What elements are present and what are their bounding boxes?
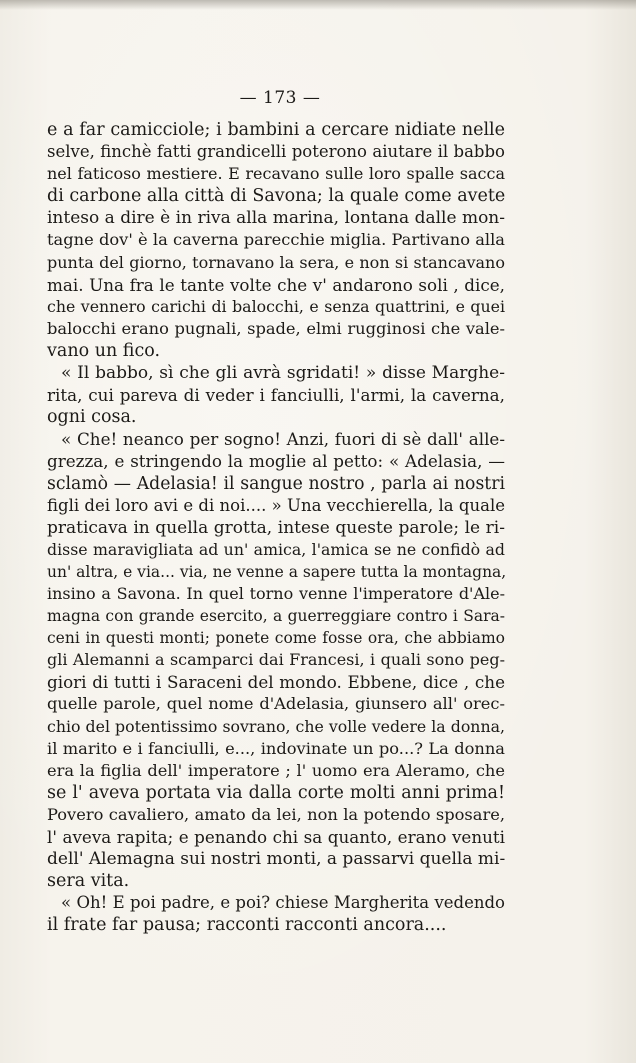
text-line: nel faticoso mestiere. E recavano sulle loro spalle sacca bbox=[47, 164, 505, 184]
page-number: — 173 — bbox=[239, 88, 321, 108]
text-line: rita, cui pareva di veder i fanciulli, l'armi, la caverna, bbox=[47, 385, 505, 406]
text-line: « Che! neanco per sogno! Anzi, fuori di sè dall' alle- bbox=[61, 429, 505, 450]
text-line: di carbone alla città di Savona; la quale come avete bbox=[47, 186, 506, 207]
text-line: se l' aveva portata via dalla corte molti anni prima! bbox=[47, 782, 505, 803]
text-line: chio del potentissimo sovrano, che volle vedere la donna, bbox=[47, 716, 505, 736]
text-line: quelle parole, quel nome d'Adelasia, giunsero all' orec- bbox=[47, 694, 505, 714]
body-text bbox=[47, 119, 505, 936]
text-line: ceni in questi monti; ponete come fosse ora, che abbiamo bbox=[47, 629, 505, 648]
text-line: Povero cavaliero, amato da lei, non la potendo sposare, bbox=[47, 804, 505, 824]
text-line: sera vita. bbox=[47, 871, 130, 892]
text-line: che vennero carichi di balocchi, e senza quattrini, e quei bbox=[47, 296, 505, 316]
text-line: il marito e i fanciulli, e..., indovinate un po...? La donna bbox=[47, 738, 505, 758]
page-edge-shadow bbox=[0, 0, 636, 10]
text-line: gli Alemanni a scamparci dai Francesi, i quali sono peg- bbox=[47, 650, 505, 670]
text-line: mai. Una fra le tante volte che v' andarono soli , dice, bbox=[47, 274, 505, 295]
text-line: inteso a dire è in riva alla marina, lontana dalle mon- bbox=[47, 208, 505, 229]
text-line: « Il babbo, sì che gli avrà sgridati! » disse Marghe- bbox=[61, 363, 505, 384]
text-line: balocchi erano pugnali, spade, elmi rugginosi che vale- bbox=[47, 318, 505, 338]
text-line: era la figlia dell' imperatore ; l' uomo era Aleramo, che bbox=[47, 760, 505, 780]
text-line: disse maravigliata ad un' amica, l'amica se ne confidò ad bbox=[47, 539, 505, 559]
text-line: magna con grande esercito, a guerreggiare contro i Sara- bbox=[47, 607, 505, 626]
text-line: « Oh! E poi padre, e poi? chiese Margherita vedendo bbox=[61, 893, 505, 913]
text-line: un' altra, e via... via, ne venne a sapere tutta la montagna, bbox=[47, 562, 507, 581]
text-line: giori di tutti i Saraceni del mondo. Ebbene, dice , che bbox=[47, 672, 505, 693]
text-line: grezza, e stringendo la moglie al petto: « Adelasia, — bbox=[47, 451, 505, 472]
text-line: il frate far pausa; racconti racconti ancora.... bbox=[47, 915, 447, 936]
text-line: figli dei loro avi e di noi.... » Una vecchierella, la quale bbox=[47, 495, 505, 515]
text-line: sclamò — Adelasia! il sangue nostro , parla ai nostri bbox=[47, 473, 505, 494]
text-line: selve, finchè fatti grandicelli poterono aiutare il babbo bbox=[47, 142, 505, 162]
text-line: l' aveva rapita; e penando chi sa quanto, erano venuti bbox=[47, 827, 505, 847]
text-line: punta del giorno, tornavano la sera, e non si stancavano bbox=[47, 252, 505, 272]
text-line: vano un fico. bbox=[47, 340, 161, 361]
text-line: insino a Savona. In quel torno venne l'imperatore d'Ale- bbox=[47, 583, 505, 603]
text-line: ogni cosa. bbox=[47, 407, 137, 428]
text-line: e a far camicciole; i bambini a cercare nidiate nelle bbox=[47, 120, 505, 140]
text-line: praticava in quella grotta, intese queste parole; le ri- bbox=[47, 517, 505, 538]
text-line: tagne dov' è la caverna parecchie miglia. Partivano alla bbox=[47, 230, 505, 250]
text-line: dell' Alemagna sui nostri monti, a passarvi quella mi- bbox=[47, 849, 506, 870]
